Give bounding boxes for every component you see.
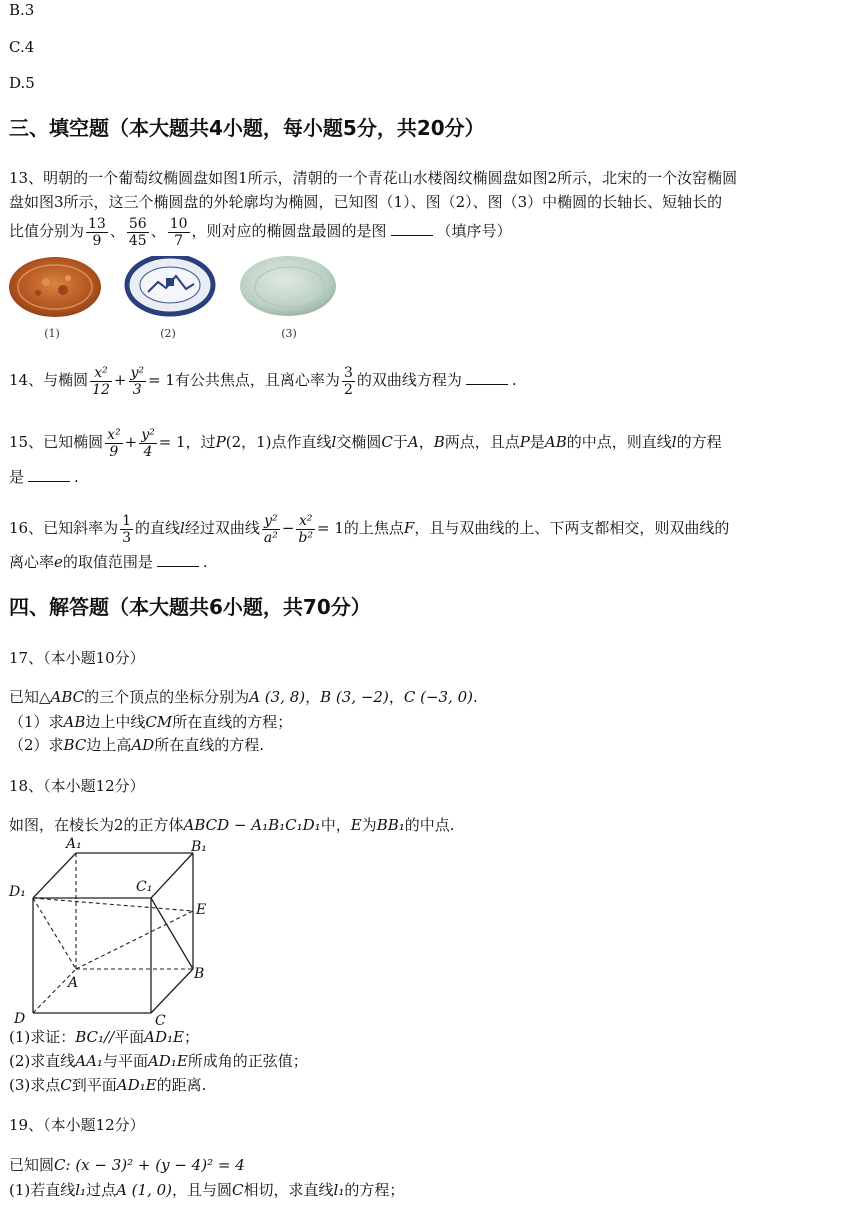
plate-3-image — [240, 256, 336, 316]
q15-answer-blank — [28, 467, 70, 482]
section4-title: 四、解答题（本大题共6小题，共70分） — [9, 595, 371, 619]
label-E: E — [196, 902, 207, 918]
q13-plates-figure — [8, 256, 348, 342]
label-B1: B₁ — [191, 839, 207, 855]
label-C: C — [155, 1013, 166, 1026]
q16-frac-x: $\frac{\text{x²}}{\text{b²}}$ — [298, 512, 313, 546]
q15-frac-y: $\frac{\text{y²}}{4}$ — [141, 426, 155, 460]
option-d: D.5 — [9, 74, 35, 92]
q18-cube-figure — [8, 836, 228, 1026]
plate-caption-3: (3) — [281, 327, 297, 340]
q15-line2: 是 . — [9, 468, 79, 486]
q15-frac-x: $\frac{\text{x²}}{9}$ — [107, 426, 121, 460]
q16-line1: 16、已知斜率为 $\frac{1}{3}$ 的直线l经过双曲线 $\frac{\text{y²}}{\text{a²}}$ − $\frac{\text{x²}}{\text{b²}}$ = 1的上焦点F，且与双曲线的上、下两支都相交，则双曲线的 — [9, 512, 730, 546]
label-C1: C₁ — [136, 879, 153, 895]
q13-frac3: $\frac{10}{7}$ — [169, 215, 188, 249]
q14-frac-e: $\frac{3}{2}$ — [343, 364, 353, 398]
q14-line: 14、与椭圆 $\frac{\text{x²}}{12}$ + $\frac{\text{y²}}{3}$ = 1有公共焦点，且离心率为 $\frac{3}{2}$ 的双曲线方程为 . — [9, 364, 517, 398]
label-B: B — [194, 966, 205, 982]
section3-title: 三、填空题（本大题共4小题，每小题5分，共20分） — [9, 116, 485, 140]
plate-1-image — [9, 257, 101, 317]
q13-frac1: $\frac{13}{9}$ — [88, 215, 106, 249]
label-D: D — [14, 1011, 26, 1026]
q16-frac-y: $\frac{\text{y²}}{\text{a²}}$ — [263, 512, 278, 546]
edge-C1B1 — [151, 853, 193, 898]
plate-caption-1: (1) — [44, 327, 60, 340]
edge-CB — [151, 969, 193, 1013]
q19-header: 19、（本小题12分） — [9, 1116, 145, 1134]
q13-line2: 盘如图3所示，这三个椭圆盘的外轮廓均为椭圆，已知图（1）、图（2）、图（3）中椭圆的长轴长、短轴长的 — [9, 193, 723, 211]
option-c: C.4 — [9, 38, 35, 56]
q17-part1: （1）求AB边上中线CM所在直线的方程； — [9, 713, 293, 731]
q15-line1: 15、已知椭圆 $\frac{\text{x²}}{9}$ + $\frac{\text{y²}}{4}$ = 1，过P(2，1)点作直线l交椭圆C于A，B两点，且点P是AB的中点，则直线l的方程 — [9, 426, 722, 460]
q17-header: 17、（本小题10分） — [9, 649, 145, 667]
q16-answer-blank — [157, 552, 199, 567]
q18-part1: (1)求证：BC₁//平面AD₁E； — [9, 1028, 200, 1046]
q16-frac-k: $\frac{1}{3}$ — [122, 512, 132, 546]
edge-D1E-hidden — [33, 898, 193, 911]
q14-answer-blank — [466, 370, 508, 385]
q18-statement: 如图，在棱长为2的正方体ABCD − A₁B₁C₁D₁中，E为BB₁的中点. — [9, 816, 455, 834]
q17-statement: 已知△ABC的三个顶点的坐标分别为A (3, 8)，B (3, −2)，C (−3, 0). — [9, 688, 478, 706]
q18-header: 18、（本小题12分） — [9, 777, 145, 795]
q14-frac-y: $\frac{\text{y²}}{3}$ — [130, 364, 145, 398]
plate-caption-2: (2) — [160, 327, 176, 340]
label-D1: D₁ — [9, 884, 26, 900]
q14-frac-x: $\frac{\text{x²}}{12}$ — [92, 364, 110, 398]
q19-statement: 已知圆C: (x − 3)² + (y − 4)² = 4 — [9, 1156, 245, 1174]
q13-line1: 13、明朝的一个葡萄纹椭圆盘如图1所示，清朝的一个青花山水楼阁纹椭圆盘如图2所示，北宋的一个汝窑椭圆 — [9, 169, 738, 187]
edge-D1A-hidden — [33, 898, 76, 969]
label-A: A — [68, 975, 79, 991]
plate-2-image — [127, 256, 213, 314]
option-b: B.3 — [9, 1, 35, 19]
edge-D1A1 — [33, 853, 76, 898]
q13-frac2: $\frac{56}{45}$ — [128, 215, 147, 249]
q13-text-a: 比值分别为 — [9, 222, 85, 240]
q13-answer-blank — [391, 221, 433, 236]
q13-line3: 比值分别为 $\frac{13}{9}$ 、 $\frac{56}{45}$ 、 $\frac{10}{7}$ ，则对应的椭圆盘最圆的是图 （填序号） — [9, 215, 512, 249]
q17-part2: （2）求BC边上高AD所在直线的方程. — [9, 736, 264, 754]
q16-line2: 离心率e的取值范围是 . — [9, 553, 208, 571]
q18-part3: (3)求点C到平面AD₁E的距离. — [9, 1076, 207, 1094]
q19-part1: (1)若直线l₁过点A (1, 0)，且与圆C相切，求直线l₁的方程； — [9, 1181, 405, 1199]
edge-C1B — [151, 898, 193, 969]
label-A1: A₁ — [66, 836, 82, 852]
q18-part2: (2)求直线AA₁与平面AD₁E所成角的正弦值； — [9, 1052, 308, 1070]
